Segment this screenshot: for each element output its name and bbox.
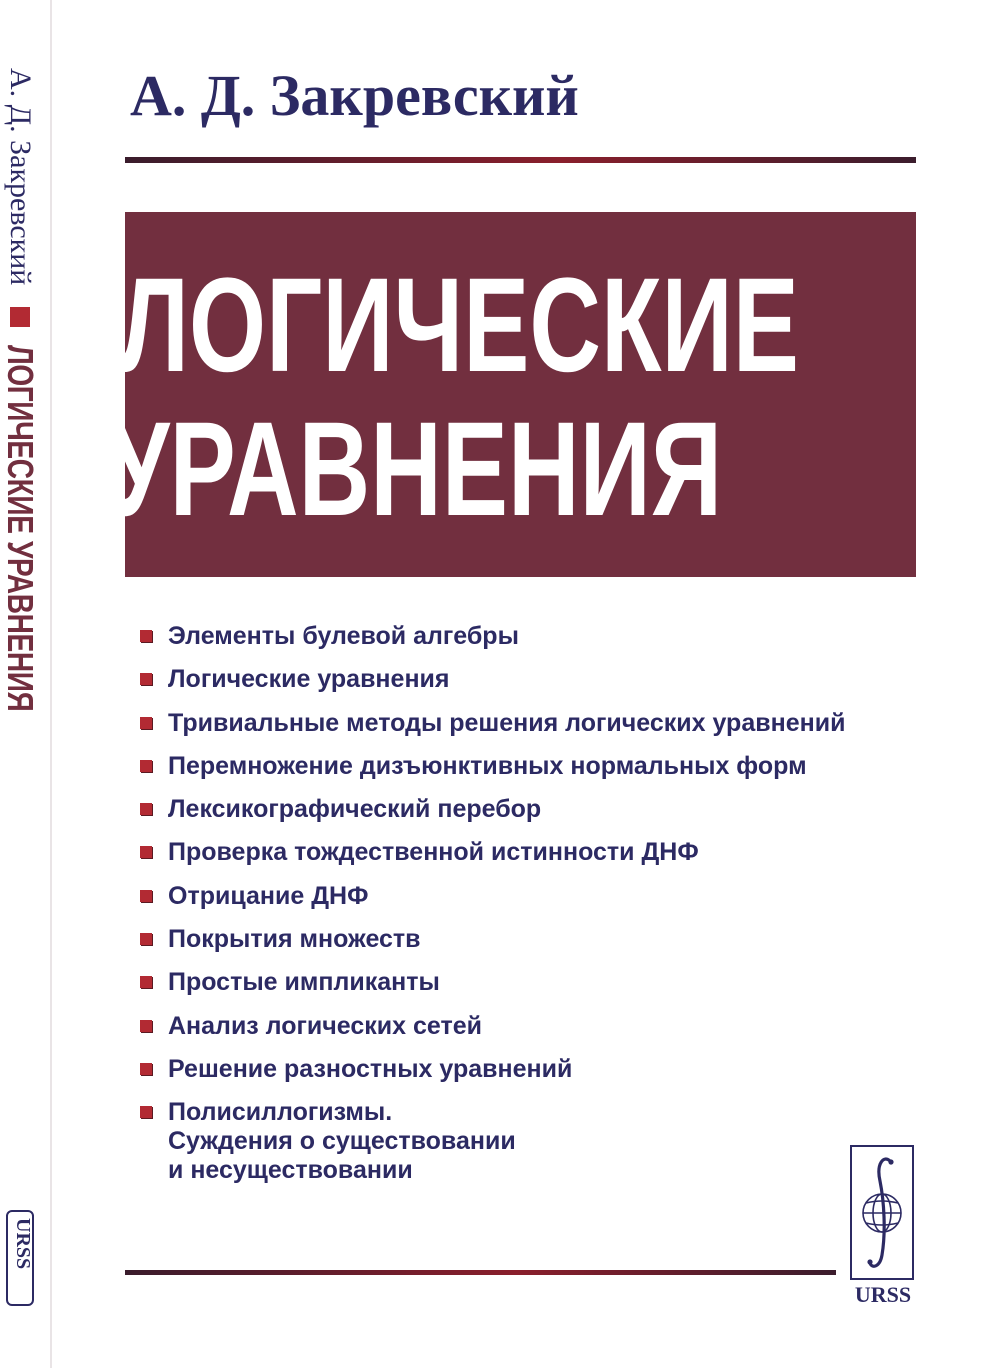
bullet-square-icon <box>140 933 152 945</box>
integral-globe-icon <box>856 1151 908 1275</box>
contents-item: Полисиллогизмы. Суждения о существовании и несуществовании <box>140 1098 920 1185</box>
book-title-line-2: УРАВНЕНИЯ <box>107 395 723 544</box>
bullet-square-icon <box>140 890 152 902</box>
bullet-square-icon <box>140 846 152 858</box>
bullet-square-icon <box>140 976 152 988</box>
bottom-divider <box>125 1270 836 1275</box>
contents-item: Тривиальные методы решения логических уравнений <box>140 709 920 738</box>
contents-item: Перемножение дизъюнктивных нормальных форм <box>140 752 920 781</box>
contents-item: Анализ логических сетей <box>140 1012 920 1041</box>
bullet-square-icon <box>140 673 152 685</box>
contents-item: Логические уравнения <box>140 665 920 694</box>
contents-item: Проверка тождественной истинности ДНФ <box>140 838 920 867</box>
bullet-square-icon <box>140 1106 152 1118</box>
spine-publisher-logo <box>6 1210 34 1306</box>
book-spine <box>0 0 40 1368</box>
spine-author: А. Д. Закревский <box>4 68 37 286</box>
contents-item: Отрицание ДНФ <box>140 882 920 911</box>
contents-item: Лексикографический перебор <box>140 795 920 824</box>
contents-item: Покрытия множеств <box>140 925 920 954</box>
contents-item: Элементы булевой алгебры <box>140 622 920 651</box>
bullet-square-icon <box>140 803 152 815</box>
bullet-square-icon <box>140 630 152 642</box>
book-title-line-1: ЛОГИЧЕСКИЕ <box>119 251 799 400</box>
author-name: А. Д. Закревский <box>130 63 579 128</box>
spine-fold-line <box>50 0 52 1368</box>
contents-item: Простые импликанты <box>140 968 920 997</box>
bullet-square-icon <box>140 1063 152 1075</box>
bullet-square-icon <box>140 760 152 772</box>
publisher-name: URSS <box>854 1282 912 1307</box>
contents-item: Решение разностных уравнений <box>140 1055 920 1084</box>
top-divider <box>125 157 916 163</box>
spine-title: ЛОГИЧЕСКИЕ УРАВНЕНИЯ <box>0 345 41 712</box>
bullet-square-icon <box>140 717 152 729</box>
spine-publisher-name: URSS <box>12 1218 34 1270</box>
bullet-square-icon <box>140 1020 152 1032</box>
contents-list <box>140 622 920 1200</box>
publisher-logo <box>850 1145 914 1280</box>
